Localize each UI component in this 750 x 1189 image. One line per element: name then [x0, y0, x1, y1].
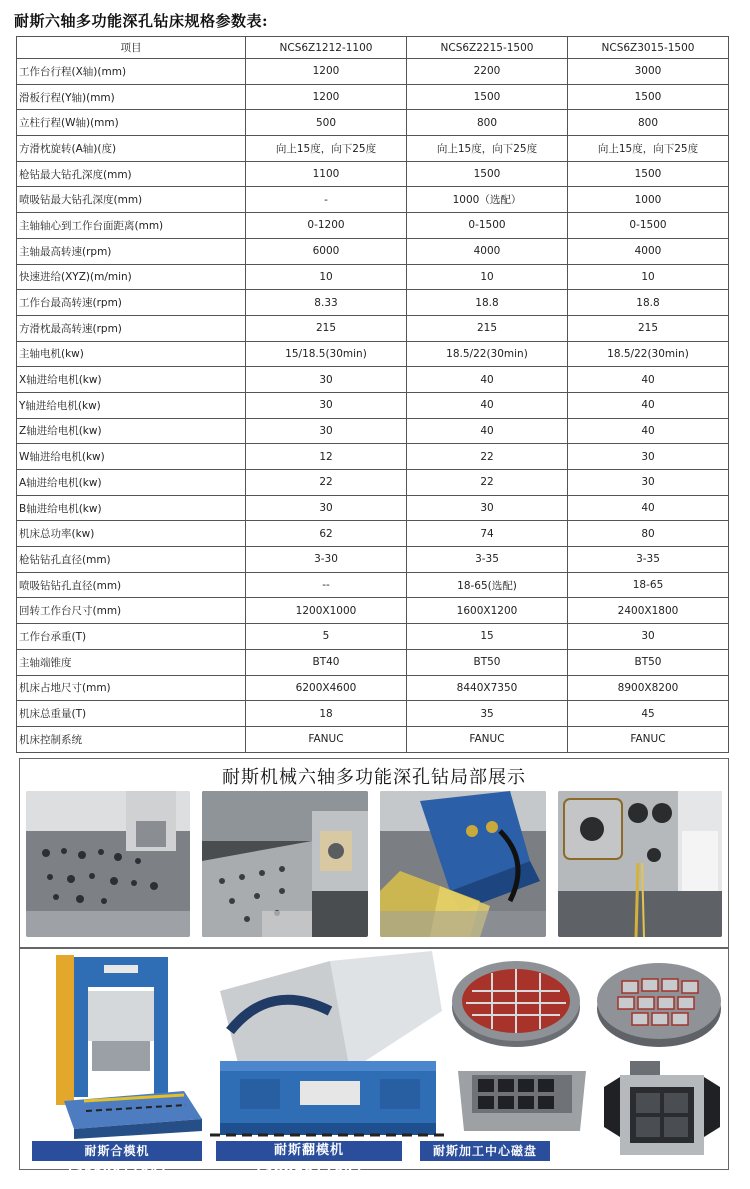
spec-value-cell: 1000（选配）	[407, 187, 568, 213]
spec-value-cell: 74	[407, 521, 568, 547]
spec-value-cell: 3-35	[568, 547, 729, 573]
table-row	[17, 367, 729, 393]
table-header-cell: 项目	[17, 37, 246, 59]
spec-value-cell: 1500	[407, 84, 568, 110]
table-row	[17, 110, 729, 136]
spec-value-cell: 2200	[407, 59, 568, 85]
spec-label-cell: 工作台行程(X轴)(mm)	[17, 59, 246, 85]
spec-value-cell: 30	[246, 495, 407, 521]
spec-label-cell: X轴进给电机(kw)	[17, 367, 246, 393]
spec-value-cell: 30	[568, 624, 729, 650]
table-row	[17, 572, 729, 598]
product-mold-flipping-machine	[210, 951, 446, 1139]
caption-mold-clamping-machine: 耐斯合模机 13669811841	[32, 1141, 202, 1161]
product-cube-magnetic-chuck	[600, 1057, 724, 1163]
spec-value-cell: 40	[568, 418, 729, 444]
spec-value-cell: FANUC	[407, 726, 568, 752]
spec-label-cell: 机床占地尺寸(mm)	[17, 675, 246, 701]
spec-label-cell: W轴进给电机(kw)	[17, 444, 246, 470]
spec-label-cell: 喷吸钻钻孔直径(mm)	[17, 572, 246, 598]
table-row	[17, 238, 729, 264]
spec-label-cell: 主轴端锥度	[17, 649, 246, 675]
spec-value-cell: 4000	[407, 238, 568, 264]
detail-gallery	[19, 758, 729, 948]
table-row	[17, 521, 729, 547]
spec-label-cell: 枪钻钻孔直径(mm)	[17, 547, 246, 573]
spec-value-cell: 10	[568, 264, 729, 290]
spec-value-cell: 18.8	[568, 290, 729, 316]
product-round-magnetic-chuck-2	[592, 951, 726, 1055]
spec-table	[16, 36, 729, 753]
spec-value-cell: FANUC	[568, 726, 729, 752]
spec-value-cell: 40	[407, 418, 568, 444]
spec-value-cell: 22	[246, 470, 407, 496]
spec-value-cell: 30	[568, 444, 729, 470]
spec-value-cell: 15/18.5(30min)	[246, 341, 407, 367]
caption-mold-flipping-machine: 耐斯翻模机 13669811841	[216, 1141, 402, 1161]
spec-label-cell: 方滑枕旋转(A轴)(度)	[17, 136, 246, 162]
spec-value-cell: 1500	[568, 161, 729, 187]
spec-value-cell: 1500	[568, 84, 729, 110]
spec-value-cell: 1000	[568, 187, 729, 213]
spec-label-cell: 主轴电机(kw)	[17, 341, 246, 367]
spec-value-cell: 30	[246, 367, 407, 393]
spec-value-cell: 6000	[246, 238, 407, 264]
spec-label-cell: 机床控制系统	[17, 726, 246, 752]
table-header-cell: NCS6Z2215-1500	[407, 37, 568, 59]
spec-label-cell: 主轴最高转速(rpm)	[17, 238, 246, 264]
spec-value-cell: 18-65	[568, 572, 729, 598]
table-row	[17, 675, 729, 701]
spec-value-cell: 22	[407, 444, 568, 470]
spec-label-cell: 枪钻最大钻孔深度(mm)	[17, 161, 246, 187]
spec-value-cell: 0-1500	[407, 213, 568, 239]
spec-label-cell: 主轴轴心到工作台面距离(mm)	[17, 213, 246, 239]
spec-label-cell: 方滑枕最高转速(rpm)	[17, 315, 246, 341]
spec-value-cell: 35	[407, 701, 568, 727]
table-row	[17, 649, 729, 675]
spec-label-cell: 工作台承重(T)	[17, 624, 246, 650]
photo-hole-closeup	[558, 791, 722, 937]
spec-label-cell: 滑板行程(Y轴)(mm)	[17, 84, 246, 110]
table-row	[17, 341, 729, 367]
spec-value-cell: 40	[568, 367, 729, 393]
spec-value-cell: 12	[246, 444, 407, 470]
photo-spindle-workpiece	[202, 791, 368, 937]
spec-value-cell: 1200	[246, 59, 407, 85]
spec-value-cell: 3-30	[246, 547, 407, 573]
spec-value-cell: 8900X8200	[568, 675, 729, 701]
spec-value-cell: 40	[407, 367, 568, 393]
table-row	[17, 418, 729, 444]
table-row	[17, 136, 729, 162]
spec-value-cell: 1200X1000	[246, 598, 407, 624]
spec-label-cell: Z轴进给电机(kw)	[17, 418, 246, 444]
spec-value-cell: BT40	[246, 649, 407, 675]
spec-value-cell: 5	[246, 624, 407, 650]
spec-value-cell: 215	[407, 315, 568, 341]
table-row	[17, 701, 729, 727]
spec-value-cell: 6200X4600	[246, 675, 407, 701]
spec-value-cell: --	[246, 572, 407, 598]
spec-label-cell: Y轴进给电机(kw)	[17, 392, 246, 418]
table-row	[17, 161, 729, 187]
spec-value-cell: 40	[568, 392, 729, 418]
table-row	[17, 624, 729, 650]
spec-value-cell: 8440X7350	[407, 675, 568, 701]
table-row	[17, 84, 729, 110]
caption-magnetic-chuck: 耐斯加工中心磁盘	[420, 1141, 550, 1161]
table-row	[17, 392, 729, 418]
spec-value-cell: 22	[407, 470, 568, 496]
products-panel	[19, 948, 729, 1178]
table-row	[17, 213, 729, 239]
table-row	[17, 264, 729, 290]
spec-label-cell: 快速进给(XYZ)(m/min)	[17, 264, 246, 290]
table-row	[17, 59, 729, 85]
table-row	[17, 290, 729, 316]
table-row	[17, 187, 729, 213]
product-mold-clamping-machine	[34, 951, 204, 1139]
spec-value-cell: 向上15度，向下25度	[246, 136, 407, 162]
spec-value-cell: 30	[407, 495, 568, 521]
photo-coolant-drilling	[380, 791, 546, 937]
spec-value-cell: 215	[568, 315, 729, 341]
spec-value-cell: BT50	[568, 649, 729, 675]
spec-value-cell: 30	[246, 392, 407, 418]
spec-value-cell: 1200	[246, 84, 407, 110]
product-rectangular-magnetic-chuck	[452, 1061, 592, 1139]
spec-value-cell: 1600X1200	[407, 598, 568, 624]
spec-value-cell: 500	[246, 110, 407, 136]
spec-value-cell: 80	[568, 521, 729, 547]
spec-value-cell: 1100	[246, 161, 407, 187]
spec-value-cell: 800	[407, 110, 568, 136]
spec-value-cell: 4000	[568, 238, 729, 264]
spec-value-cell: 向上15度，向下25度	[568, 136, 729, 162]
spec-value-cell: 1500	[407, 161, 568, 187]
spec-label-cell: A轴进给电机(kw)	[17, 470, 246, 496]
table-row	[17, 470, 729, 496]
spec-value-cell: 2400X1800	[568, 598, 729, 624]
spec-value-cell: 30	[246, 418, 407, 444]
spec-value-cell: 40	[407, 392, 568, 418]
spec-value-cell: 向上15度，向下25度	[407, 136, 568, 162]
spec-value-cell: 8.33	[246, 290, 407, 316]
product-round-magnetic-chuck	[448, 951, 584, 1055]
page-title: 耐斯六轴多功能深孔钻床规格参数表:	[14, 12, 269, 30]
spec-value-cell: 0-1500	[568, 213, 729, 239]
spec-label-cell: 机床总重量(T)	[17, 701, 246, 727]
spec-label-cell: 工作台最高转速(rpm)	[17, 290, 246, 316]
spec-value-cell: 10	[246, 264, 407, 290]
spec-value-cell: -	[246, 187, 407, 213]
spec-value-cell: 800	[568, 110, 729, 136]
spec-value-cell: 10	[407, 264, 568, 290]
table-header-cell: NCS6Z3015-1500	[568, 37, 729, 59]
spec-value-cell: 3000	[568, 59, 729, 85]
spec-value-cell: 30	[568, 470, 729, 496]
spec-value-cell: 0-1200	[246, 213, 407, 239]
table-header-cell: NCS6Z1212-1100	[246, 37, 407, 59]
spec-value-cell: BT50	[407, 649, 568, 675]
spec-value-cell: 62	[246, 521, 407, 547]
spec-value-cell: 40	[568, 495, 729, 521]
table-row	[17, 547, 729, 573]
spec-label-cell: B轴进给电机(kw)	[17, 495, 246, 521]
photo-drilling-workpiece	[26, 791, 190, 937]
spec-value-cell: 45	[568, 701, 729, 727]
gallery-title: 耐斯机械六轴多功能深孔钻局部展示	[222, 767, 526, 788]
spec-value-cell: FANUC	[246, 726, 407, 752]
spec-value-cell: 3-35	[407, 547, 568, 573]
spec-value-cell: 18.5/22(30min)	[568, 341, 729, 367]
spec-value-cell: 18	[246, 701, 407, 727]
table-row	[17, 444, 729, 470]
spec-value-cell: 215	[246, 315, 407, 341]
table-row	[17, 726, 729, 752]
table-row	[17, 598, 729, 624]
spec-label-cell: 喷吸钻最大钻孔深度(mm)	[17, 187, 246, 213]
table-row	[17, 495, 729, 521]
spec-value-cell: 18-65(选配)	[407, 572, 568, 598]
spec-label-cell: 立柱行程(W轴)(mm)	[17, 110, 246, 136]
spec-label-cell: 机床总功率(kw)	[17, 521, 246, 547]
spec-value-cell: 15	[407, 624, 568, 650]
spec-value-cell: 18.8	[407, 290, 568, 316]
spec-value-cell: 18.5/22(30min)	[407, 341, 568, 367]
table-header-row	[17, 37, 729, 59]
table-row	[17, 315, 729, 341]
spec-label-cell: 回转工作台尺寸(mm)	[17, 598, 246, 624]
